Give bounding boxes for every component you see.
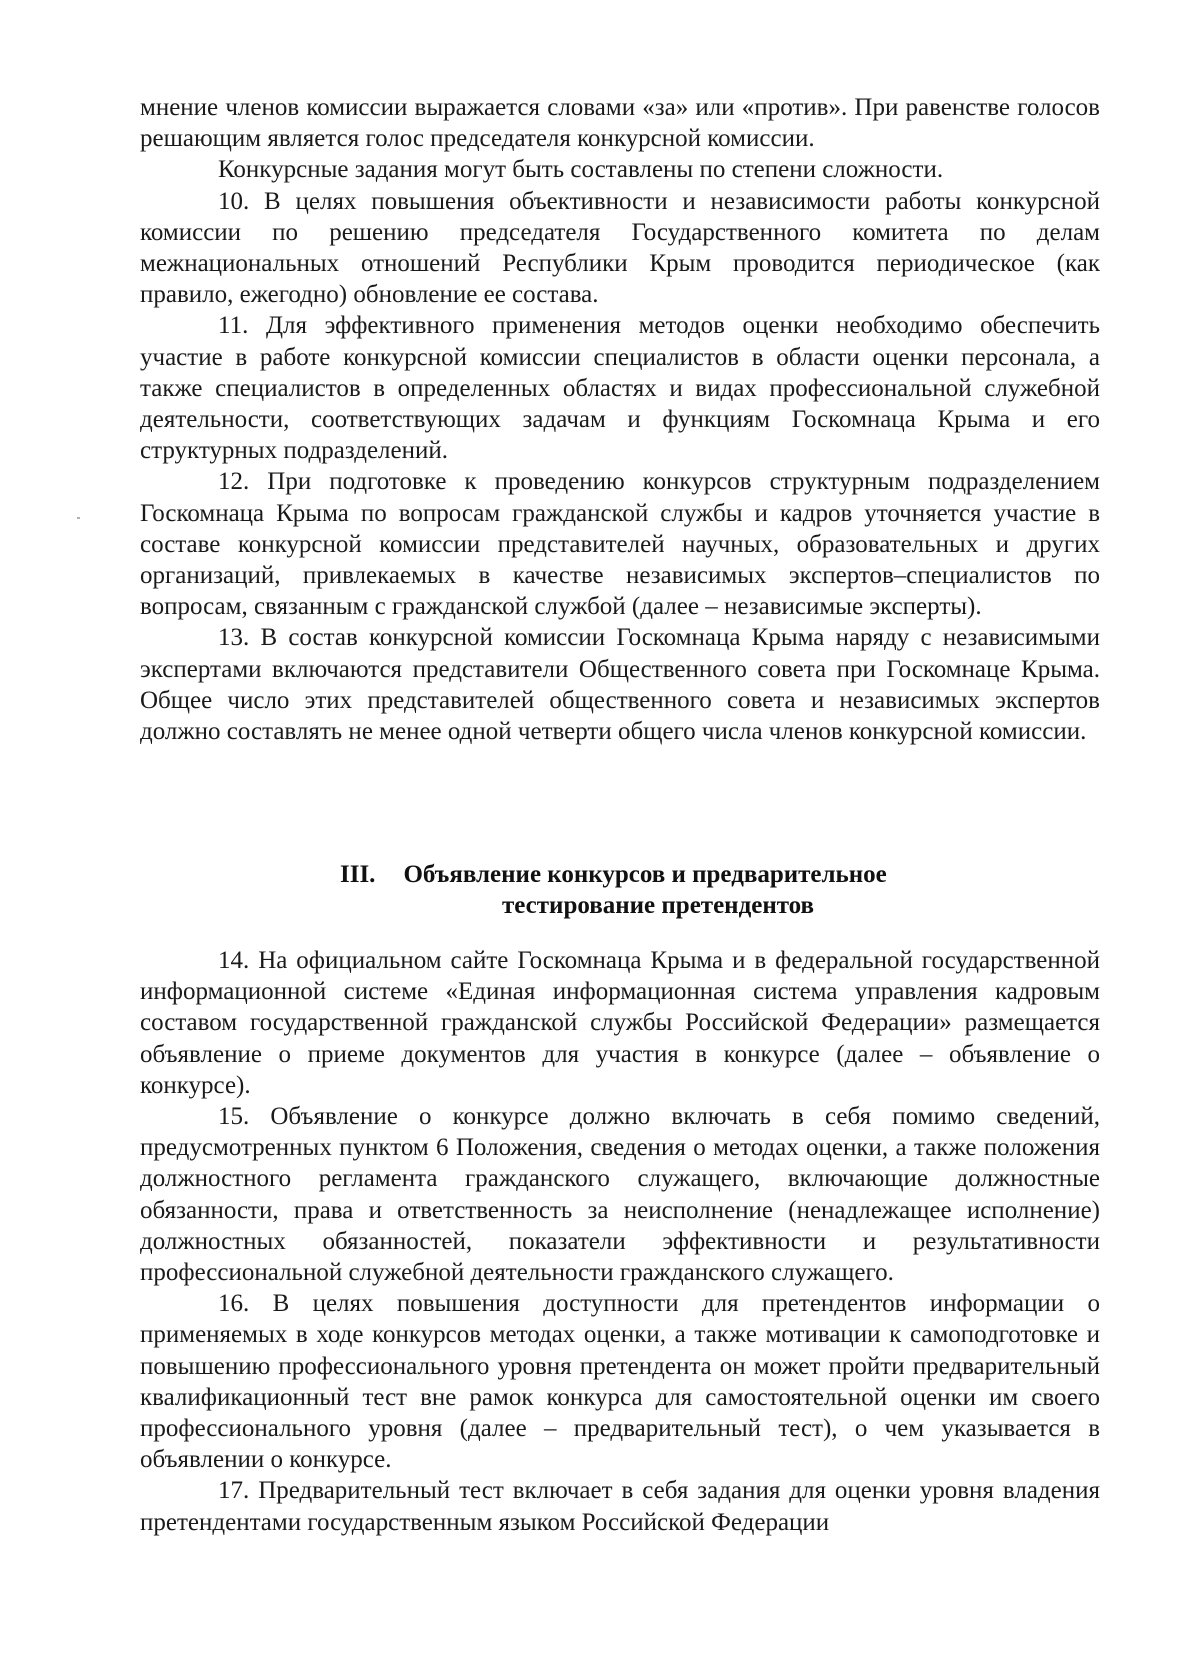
paragraph-12: 12. При подготовке к проведению конкурсов структурным подразделением Госкомнаца Крыма по вопросам гражданской службы и кадров уточняется участие в составе конкурсной комиссии представителей научных, образовательных и других организаций, привлекаемых в качестве независимых экспертов–специалистов по вопросам, связанным с гражданской службой (далее – независимые эксперты). [140, 468, 1100, 621]
body-text-upper [140, 92, 1100, 747]
section-number: III. [340, 861, 376, 888]
paragraph-10: 10. В целях повышения объективности и независимости работы конкурсной комиссии по решению председателя Государственного комитета по делам межнациональных отношений Республики Крым проводится периодическое (как правило, ежегодно) обновление ее состава. [140, 187, 1100, 309]
scan-speck [77, 517, 80, 519]
paragraph-15: 15. Объявление о конкурсе должно включать в себя помимо сведений, предусмотренных пунктом 6 Положения, сведения о методах оценки, а также положения должностного регламента гражданского служащего, включающие должностные обязанности, права и ответственность за неисполнение (ненадлежащее исполнение) должностных обязанностей, показатели эффективности и результативности профессиональной служебной деятельности гражданского служащего. [140, 1103, 1100, 1287]
paragraph-17: 17. Предварительный тест включает в себя задания для оценки уровня владения претендентами государственным языком Российской Федерации [140, 1477, 1100, 1536]
section-heading-line2: тестирование претендентов [502, 892, 815, 919]
section-title: Объявление конкурсов и предварительное [403, 861, 887, 888]
paragraph-16: 16. В целях повышения доступности для претендентов информации о применяемых в ходе конкурсов методах оценки, а также мотивации к самоподготовке и повышению профессионального уровня претендента он может пройти предварительный квалификационный тест вне рамок конкурса для самостоятельной оценки им своего профессионального уровня (далее – предварительный тест), о чем указывается в объявлении о конкурсе. [140, 1290, 1100, 1474]
paragraph-continuation: мнение членов комиссии выражается словами «за» или «против». При равенстве голосов решающим является голос председателя конкурсной комиссии. [140, 94, 1100, 153]
section-heading-line1 [340, 859, 887, 890]
paragraph-11: 11. Для эффективного применения методов оценки необходимо обеспечить участие в работе конкурсной комиссии специалистов в области оценки персонала, а также специалистов в определенных областях и видах профессиональной служебной деятельности, соответствующих задачам и функциям Госкомнаца Крыма и его структурных подразделений. [140, 312, 1100, 465]
paragraph-complexity: Конкурсные задания могут быть составлены по степени сложности. [218, 156, 944, 184]
paragraph-13: 13. В состав конкурсной комиссии Госкомнаца Крыма наряду с независимыми экспертами включаются представители Общественного совета при Госкомнаце Крыма. Общее число этих представителей общественного совета и независимых экспертов должно составлять не менее одной четверти общего числа членов конкурсной комиссии. [140, 624, 1100, 746]
body-text-lower [140, 945, 1100, 1538]
paragraph-14: 14. На официальном сайте Госкомнаца Крыма и в федеральной государственной информационной системе «Единая информационная система управления кадровым составом государственной гражданской службы Российской Федерации» размещается объявление о приеме документов для участия в конкурсе (далее – объявление о конкурсе). [140, 947, 1100, 1099]
